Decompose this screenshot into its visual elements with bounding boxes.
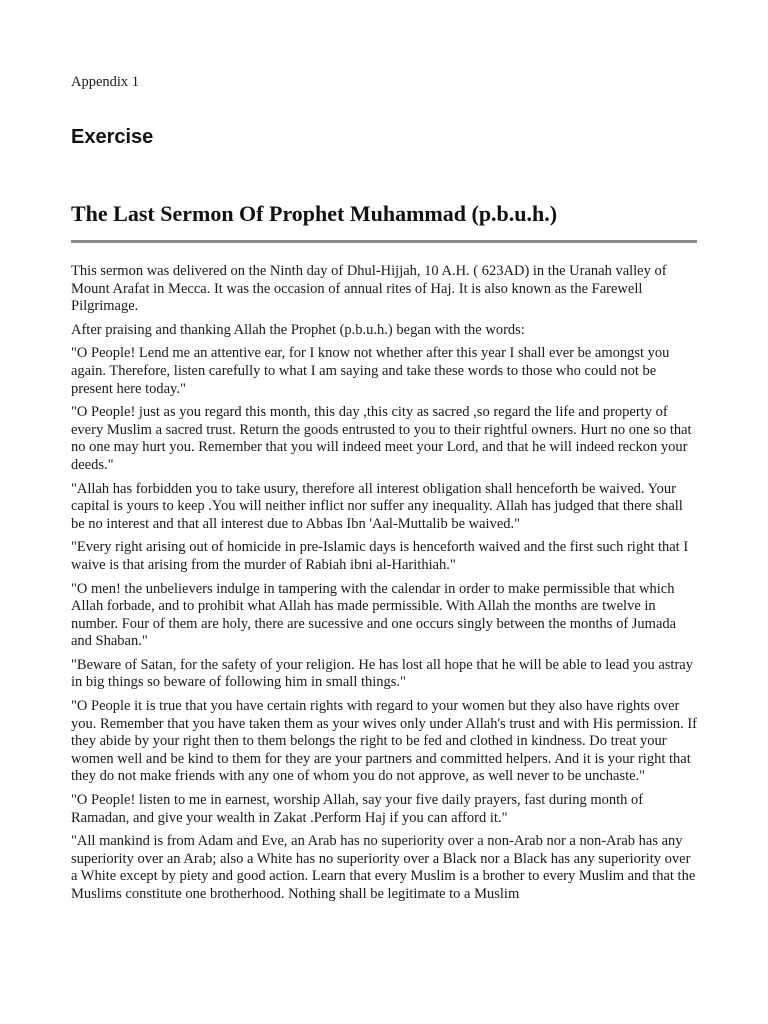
paragraph-homicide: "Every right arising out of homicide in pre-Islamic days is henceforth waived and the first such right that I waive is that arising from the murder of Rabiah ibni al-Harithiah." [71, 539, 689, 573]
paragraph-mankind: "All mankind is from Adam and Eve, an Arab has no superiority over a non-Arab nor a non-Arab has any superiority over an Arab; also a White has no superiority over a Black nor a Black has any superiority over a White except by piety and good action. Learn that every Muslim is a brother to every Muslim and that the Muslims constitute one brotherhood. Nothing shall be legitimate to a Muslim [71, 833, 696, 902]
paragraph-attentive-ear: "O People! Lend me an attentive ear, for I know not whether after this year I shall ever be amongst you again. Therefore, listen carefully to what I am saying and take these words to those who could not be present here today." [71, 345, 670, 397]
paragraph-usury: "Allah has forbidden you to take usury, therefore all interest obligation shall henceforth be waived. Your capital is yours to keep .You will neither inflict nor suffer any inequality. Allah has judged that there shall be no interest and that all interest due to Abbas Ibn 'Aal-Muttalib be waived." [71, 480, 683, 532]
paragraph-sacred-trust: "O People! just as you regard this month, this day ,this city as sacred ,so regard the life and property of every Muslim a sacred trust. Return the goods entrusted to you to their rightful owners. Hurt no one so that no one may hurt you. Remember that you will indeed meet your Lord, and that he will indeed reckon your deeds." [71, 404, 692, 473]
paragraph-women: "O People it is true that you have certain rights with regard to your women but they also have rights over you. Remember that you have taken them as your wives only under Allah's trust and with His permission. If they abide by your right then to them belongs the right to be fed and clothed in kindness. Do treat your women well and be kind to them for they are your partners and committed helpers. And it is your right that they do not make friends with any one of whom you do not approve, as well never to be unchaste." [71, 698, 697, 785]
paragraph-intro: This sermon was delivered on the Ninth day of Dhul-Hijjah, 10 A.H. ( 623AD) in the Uranah valley of Mount Arafat in Mecca. It was the occasion of annual rites of Haj. It is also known as the Farewell Pilgrimage. [71, 263, 667, 315]
page-title: The Last Sermon Of Prophet Muhammad (p.b.u.h.) [71, 201, 558, 226]
paragraph-opening: After praising and thanking Allah the Prophet (p.b.u.h.) began with the words: [71, 321, 525, 338]
paragraph-worship: "O People! listen to me in earnest, worship Allah, say your five daily prayers, fast during month of Ramadan, and give your wealth in Zakat .Perform Haj if you can afford it." [71, 792, 644, 826]
section-heading: Exercise [71, 126, 154, 148]
paragraph-calendar: "O men! the unbelievers indulge in tampering with the calendar in order to make permissible that which Allah forbade, and to prohibit what Allah has made permissible. With Allah the months are twelve in number. Four of them are holy, there are sucessive and one occurs singly between the months of Jumada and Shaban." [71, 580, 677, 650]
paragraph-satan: "Beware of Satan, for the safety of your religion. He has lost all hope that he will be able to lead you astray in big things so beware of following him in small things." [71, 656, 693, 691]
title-divider [71, 240, 697, 243]
appendix-label: Appendix 1 [71, 74, 140, 90]
sermon-body [71, 263, 697, 910]
